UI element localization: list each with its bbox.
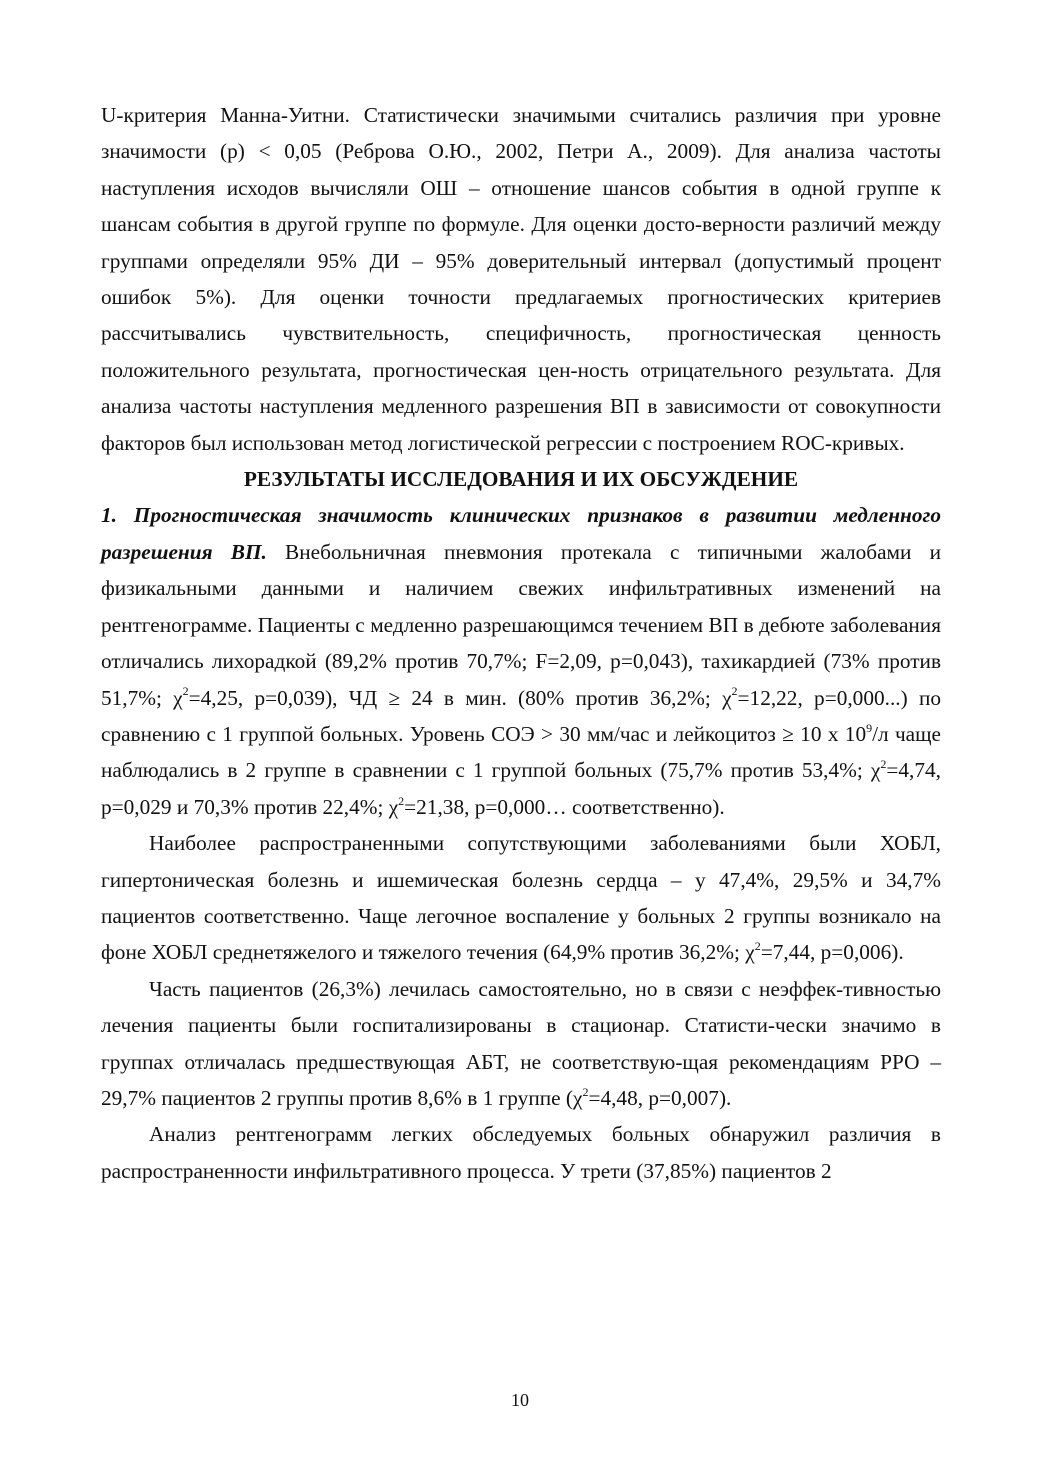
superscript: 9 — [866, 720, 873, 735]
paragraph-comorbidities — [101, 825, 941, 971]
section-heading: РЕЗУЛЬТАТЫ ИССЛЕДОВАНИЯ И ИХ ОБСУЖДЕНИЕ — [243, 467, 799, 492]
superscript: 2 — [398, 793, 405, 808]
text-run: =7,44, p=0,006). — [760, 940, 904, 965]
paragraph-clinical-signs — [101, 497, 941, 825]
superscript: 2 — [582, 1084, 589, 1099]
text-run: =4,25, p=0,039), ЧД ≥ 24 в мин. (80% против 36,2%; χ — [188, 685, 732, 710]
superscript: 2 — [731, 684, 738, 699]
text-run: /л чаще наблюдались в 2 группе в сравнении с 1 группой больных (75,7% против 53,4%; χ — [101, 721, 941, 783]
text-run: =12,22, p=0,000...) по сравнению с 1 группой больных. Уровень СОЭ > 30 мм/час и лейкоцитоз ≥ 10 х 10 — [101, 685, 941, 746]
page-number: 10 — [511, 1390, 529, 1410]
text-run: Внебольничная пневмония протекала с типичными жалобами и физикальными данными и наличием свежих инфильтративных изменений на рентгенограмме. Пациенты с медленно разрешающимся течением ВП в дебюте заболевания отличались лихорадкой (89,2% против 70,7%; F=2,09, p=0,043), тахикардией (73% против 51,7%; χ — [101, 539, 941, 710]
paragraph-xray-analysis: Анализ рентгенограмм легких обследуемых больных обнаружил различия в распространенности инфильтративного процесса. У трети (37,85%) пациентов 2 — [101, 1122, 941, 1183]
superscript: 2 — [880, 757, 887, 772]
text-run: =4,48, p=0,007). — [588, 1085, 732, 1110]
text-run: Наиболее распространенными сопутствующими заболеваниями были ХОБЛ, гипертоническая болезнь и ишемическая болезнь сердца – у 47,4%, 29,5% и 34,7% пациентов соответственно. Чаще легочное воспаление у больных 2 группы возникало на фоне ХОБЛ среднетяжелого и тяжелого течения (64,9% против 36,2%; χ — [101, 831, 941, 965]
superscript: 2 — [182, 684, 189, 699]
paragraph-methods: U-критерия Манна-Уитни. Статистически значимыми считались различия при уровне значимости (p) < 0,05 (Реброва О.Ю., 2002, Петри А., 2009). Для анализа частоты наступления исходов вычисляли ОШ – отношение шансов события в одной группе к шансам события в другой группе по формуле. Для оценки досто-верности различий между группами определяли 95% ДИ – 95% доверительный интервал (допустимый процент ошибок 5%). Для оценки точности предлагаемых прогностических критериев рассчитывались чувствительность, специфичность, прогностическая ценность положительного результата, прогностическая цен-ность отрицательного результата. Для анализа частоты наступления медленного разрешения ВП в зависимости от совокупности факторов был использован метод логистической регрессии с построением ROC-кривых. — [101, 103, 941, 455]
subsection-title: 1. Прогностическая значимость клинических признаков в развитии медленного разрешения ВП. — [101, 503, 941, 564]
text-run: Часть пациентов (26,3%) лечилась самостоятельно, но в связи с неэффек-тивностью лечения пациенты были госпитализированы в стационар. Статисти-чески значимо в группах отличалась предшествующая АБТ, не соответствую-щая рекомендациям РРО – 29,7% пациентов 2 группы против 8,6% в 1 группе (χ — [101, 976, 941, 1110]
text-run: =21,38, p=0,000… соответственно). — [404, 794, 725, 819]
superscript: 2 — [754, 939, 761, 954]
text-run: =4,74, p=0,029 и 70,3% против 22,4%; χ — [101, 758, 941, 819]
document-body — [101, 97, 941, 1189]
paragraph-prior-therapy — [101, 971, 941, 1117]
